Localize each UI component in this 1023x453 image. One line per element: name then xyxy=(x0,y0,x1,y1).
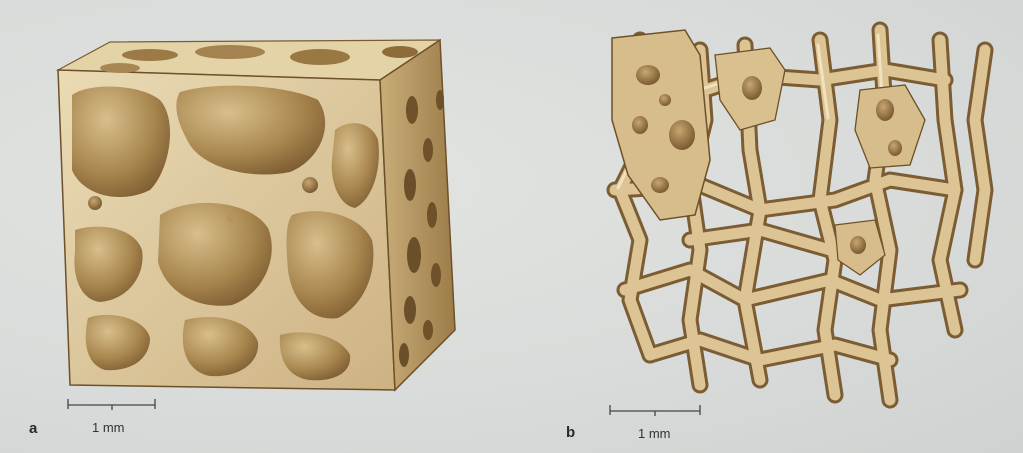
panel-b-label: b xyxy=(566,424,576,441)
cavity xyxy=(72,86,170,197)
scale-b-label: 1 mm xyxy=(638,426,671,441)
scale-a-label: 1 mm xyxy=(92,420,125,435)
panel-a-label: a xyxy=(29,420,38,437)
scale-bar-b xyxy=(610,405,700,416)
panel-a-bone-cube xyxy=(58,40,455,390)
scale-bar-a xyxy=(68,399,155,410)
